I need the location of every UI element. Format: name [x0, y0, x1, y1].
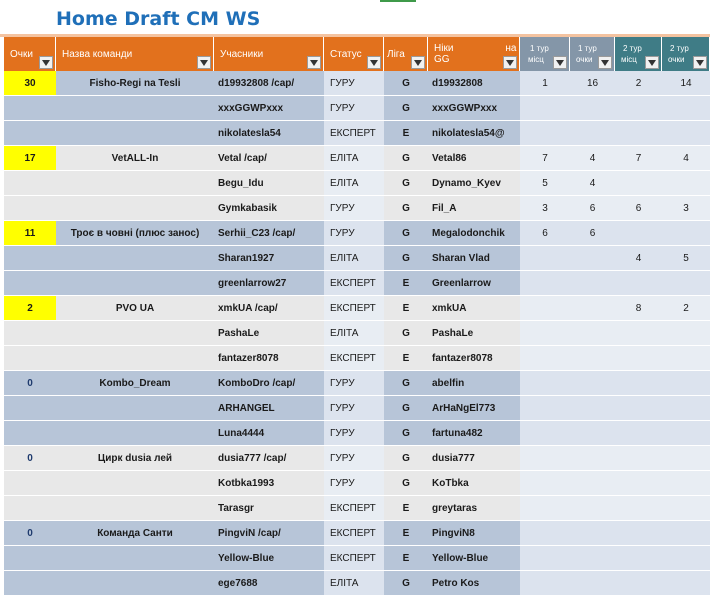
round1-place-cell[interactable]: [520, 496, 570, 521]
header-row: [2, 37, 710, 71]
team-name-cell[interactable]: [56, 196, 214, 221]
player-cell[interactable]: Begu_Idu: [214, 171, 324, 196]
round1-place-cell[interactable]: [520, 446, 570, 471]
round2-place-cell[interactable]: 2: [615, 71, 662, 96]
header-r1-place-a: 1 тур: [530, 44, 549, 53]
round2-points-cell[interactable]: [662, 496, 710, 521]
header-points-label: Очки: [10, 48, 33, 60]
points-cell[interactable]: [4, 96, 56, 121]
header-r2-place-b: місц: [621, 55, 637, 64]
round2-place-cell[interactable]: 6: [615, 196, 662, 221]
team-name-cell[interactable]: [56, 496, 214, 521]
page-title: Home Draft CM WS: [56, 8, 261, 30]
round2-points-cell[interactable]: 3: [662, 196, 710, 221]
table-body: [2, 71, 710, 596]
status-cell[interactable]: ГУРУ: [324, 446, 384, 471]
header-league: [384, 37, 428, 71]
round1-place-cell[interactable]: [520, 121, 570, 146]
player-cell[interactable]: Yellow-Blue: [214, 546, 324, 571]
round2-points-cell[interactable]: [662, 221, 710, 246]
table-row: [2, 71, 710, 96]
round2-place-cell[interactable]: [615, 96, 662, 121]
round1-points-cell[interactable]: [570, 496, 615, 521]
nick-cell[interactable]: d19932808: [428, 71, 520, 96]
round2-points-cell[interactable]: 2: [662, 296, 710, 321]
player-cell[interactable]: Sharan1927: [214, 246, 324, 271]
league-cell[interactable]: E: [384, 521, 428, 546]
table-row: [2, 421, 710, 446]
table-row: [2, 221, 710, 246]
points-cell[interactable]: [4, 321, 56, 346]
league-cell[interactable]: G: [384, 221, 428, 246]
player-cell[interactable]: d19932808 /cap/: [214, 71, 324, 96]
round1-place-cell[interactable]: [520, 371, 570, 396]
header-status: [324, 37, 384, 71]
league-cell[interactable]: E: [384, 496, 428, 521]
filter-dropdown-icon[interactable]: [645, 56, 659, 69]
table-row: [2, 496, 710, 521]
table-row: [2, 471, 710, 496]
status-cell[interactable]: ЕКСПЕРТ: [324, 121, 384, 146]
status-cell[interactable]: ЕЛІТА: [324, 171, 384, 196]
nick-cell[interactable]: Yellow-Blue: [428, 546, 520, 571]
player-cell[interactable]: Serhii_C23 /cap/: [214, 221, 324, 246]
table-row: [2, 271, 710, 296]
nick-cell[interactable]: Greenlarrow: [428, 271, 520, 296]
round2-points-cell[interactable]: [662, 346, 710, 371]
round1-points-cell[interactable]: [570, 246, 615, 271]
player-cell[interactable]: xxxGGWPxxx: [214, 96, 324, 121]
round2-points-cell[interactable]: 4: [662, 146, 710, 171]
round2-place-cell[interactable]: [615, 346, 662, 371]
team-name-cell[interactable]: Троє в човні (плюс занос): [56, 221, 214, 246]
status-cell[interactable]: ЕКСПЕРТ: [324, 271, 384, 296]
round1-points-cell[interactable]: [570, 121, 615, 146]
round1-place-cell[interactable]: 6: [520, 221, 570, 246]
round2-points-cell[interactable]: [662, 396, 710, 421]
player-cell[interactable]: Kotbka1993: [214, 471, 324, 496]
team-name-cell[interactable]: [56, 171, 214, 196]
league-cell[interactable]: G: [384, 396, 428, 421]
round1-points-cell[interactable]: [570, 271, 615, 296]
table-row: [2, 146, 710, 171]
table-row: [2, 371, 710, 396]
points-cell[interactable]: [4, 171, 56, 196]
league-cell[interactable]: G: [384, 171, 428, 196]
header-players: [214, 37, 324, 71]
header-r2-place-a: 2 тур: [623, 44, 642, 53]
round2-points-cell[interactable]: [662, 171, 710, 196]
team-name-cell[interactable]: [56, 471, 214, 496]
green-marker: [380, 0, 416, 2]
points-cell[interactable]: [4, 471, 56, 496]
round2-points-cell[interactable]: [662, 121, 710, 146]
nick-cell[interactable]: Dynamo_Kyev: [428, 171, 520, 196]
round1-points-cell[interactable]: 16: [570, 71, 615, 96]
round1-place-cell[interactable]: 5: [520, 171, 570, 196]
nick-cell[interactable]: Megalodonchik: [428, 221, 520, 246]
nick-cell[interactable]: ArHaNgEl773: [428, 396, 520, 421]
player-cell[interactable]: PashaLe: [214, 321, 324, 346]
points-cell[interactable]: [4, 396, 56, 421]
round2-place-cell[interactable]: 8: [615, 296, 662, 321]
round1-place-cell[interactable]: [520, 571, 570, 596]
round1-points-cell[interactable]: [570, 521, 615, 546]
table-row: [2, 446, 710, 471]
round2-place-cell[interactable]: 7: [615, 146, 662, 171]
status-cell[interactable]: ЕЛІТА: [324, 571, 384, 596]
points-cell[interactable]: [4, 571, 56, 596]
status-cell[interactable]: ГУРУ: [324, 371, 384, 396]
points-cell[interactable]: 0: [4, 521, 56, 546]
team-name-cell[interactable]: VetALL-In: [56, 146, 214, 171]
round2-points-cell[interactable]: [662, 521, 710, 546]
header-team-label: Назва команди: [62, 48, 133, 60]
round2-points-cell[interactable]: [662, 446, 710, 471]
filter-dropdown-icon[interactable]: [693, 56, 707, 69]
round2-place-cell[interactable]: [615, 496, 662, 521]
round1-points-cell[interactable]: [570, 321, 615, 346]
nick-cell[interactable]: PingviN8: [428, 521, 520, 546]
league-cell[interactable]: G: [384, 421, 428, 446]
player-cell[interactable]: KomboDro /cap/: [214, 371, 324, 396]
filter-dropdown-icon[interactable]: [39, 56, 53, 69]
league-cell[interactable]: E: [384, 546, 428, 571]
team-name-cell[interactable]: [56, 321, 214, 346]
header-team: [56, 37, 214, 71]
league-cell[interactable]: G: [384, 146, 428, 171]
league-cell[interactable]: G: [384, 71, 428, 96]
team-name-cell[interactable]: [56, 571, 214, 596]
round2-place-cell[interactable]: 4: [615, 246, 662, 271]
league-cell[interactable]: G: [384, 371, 428, 396]
nick-cell[interactable]: nikolatesla54@: [428, 121, 520, 146]
status-cell[interactable]: ГУРУ: [324, 71, 384, 96]
header-nicks-word: Ніки: [434, 43, 454, 54]
player-cell[interactable]: Vetal /cap/: [214, 146, 324, 171]
team-name-cell[interactable]: [56, 121, 214, 146]
header-status-label: Статус: [330, 48, 362, 60]
round1-points-cell[interactable]: [570, 96, 615, 121]
round1-place-cell[interactable]: [520, 521, 570, 546]
header-r2-place: [615, 37, 662, 71]
nick-cell[interactable]: Fil_A: [428, 196, 520, 221]
status-cell[interactable]: ГУРУ: [324, 221, 384, 246]
round1-points-cell[interactable]: [570, 346, 615, 371]
round1-place-cell[interactable]: [520, 296, 570, 321]
points-cell[interactable]: [4, 346, 56, 371]
status-cell[interactable]: ГУРУ: [324, 471, 384, 496]
player-cell[interactable]: Gymkabasik: [214, 196, 324, 221]
header-r1-points: [570, 37, 615, 71]
league-cell[interactable]: G: [384, 571, 428, 596]
team-name-cell[interactable]: [56, 96, 214, 121]
table-row: [2, 246, 710, 271]
round2-place-cell[interactable]: [615, 546, 662, 571]
round2-points-cell[interactable]: 14: [662, 71, 710, 96]
round2-place-cell[interactable]: [615, 321, 662, 346]
round1-points-cell[interactable]: [570, 471, 615, 496]
nick-cell[interactable]: Petro Kos: [428, 571, 520, 596]
player-cell[interactable]: nikolatesla54: [214, 121, 324, 146]
round2-points-cell[interactable]: [662, 321, 710, 346]
header-points: [4, 37, 56, 71]
filter-dropdown-icon[interactable]: [553, 56, 567, 69]
status-cell[interactable]: ГУРУ: [324, 96, 384, 121]
header-r2-points-b: очки: [668, 55, 685, 64]
round1-place-cell[interactable]: [520, 346, 570, 371]
header-league-label: Ліга: [387, 48, 405, 60]
status-cell[interactable]: ЕКСПЕРТ: [324, 296, 384, 321]
round2-place-cell[interactable]: [615, 446, 662, 471]
round1-points-cell[interactable]: 6: [570, 196, 615, 221]
points-cell[interactable]: [4, 546, 56, 571]
round2-place-cell[interactable]: [615, 571, 662, 596]
points-cell[interactable]: 0: [4, 446, 56, 471]
round1-points-cell[interactable]: [570, 546, 615, 571]
league-cell[interactable]: G: [384, 471, 428, 496]
header-r1-points-a: 1 тур: [578, 44, 597, 53]
round2-points-cell[interactable]: [662, 371, 710, 396]
league-cell[interactable]: G: [384, 96, 428, 121]
player-cell[interactable]: xmkUA /cap/: [214, 296, 324, 321]
round2-place-cell[interactable]: [615, 221, 662, 246]
table-row: [2, 296, 710, 321]
round1-place-cell[interactable]: [520, 246, 570, 271]
round2-points-cell[interactable]: [662, 546, 710, 571]
round1-points-cell[interactable]: [570, 296, 615, 321]
nick-cell[interactable]: Sharan Vlad: [428, 246, 520, 271]
nick-cell[interactable]: abelfin: [428, 371, 520, 396]
table-row: [2, 396, 710, 421]
round1-place-cell[interactable]: [520, 96, 570, 121]
round1-points-cell[interactable]: [570, 571, 615, 596]
header-nicks-gg: GG: [434, 54, 450, 65]
round1-points-cell[interactable]: 4: [570, 146, 615, 171]
header-nicks: [428, 37, 520, 71]
league-cell[interactable]: E: [384, 271, 428, 296]
points-cell[interactable]: 2: [4, 296, 56, 321]
header-players-label: Учасники: [220, 48, 264, 60]
team-name-cell[interactable]: Команда Санти: [56, 521, 214, 546]
header-r2-points: [662, 37, 710, 71]
round2-points-cell[interactable]: [662, 96, 710, 121]
round2-place-cell[interactable]: [615, 271, 662, 296]
standings-table: [2, 37, 710, 596]
header-nicks-label: [428, 43, 517, 54]
league-cell[interactable]: G: [384, 196, 428, 221]
nick-cell[interactable]: fantazer8078: [428, 346, 520, 371]
points-cell[interactable]: 17: [4, 146, 56, 171]
status-cell[interactable]: ГУРУ: [324, 196, 384, 221]
player-cell[interactable]: Luna4444: [214, 421, 324, 446]
status-cell[interactable]: ГУРУ: [324, 421, 384, 446]
filter-dropdown-icon[interactable]: [598, 56, 612, 69]
status-cell[interactable]: ГУРУ: [324, 396, 384, 421]
league-cell[interactable]: E: [384, 296, 428, 321]
round1-place-cell[interactable]: [520, 271, 570, 296]
round2-points-cell[interactable]: [662, 471, 710, 496]
round1-points-cell[interactable]: [570, 396, 615, 421]
round2-place-cell[interactable]: [615, 421, 662, 446]
team-name-cell[interactable]: Fisho-Regi na Tesli: [56, 71, 214, 96]
header-r1-points-b: очки: [576, 55, 593, 64]
team-name-cell[interactable]: [56, 421, 214, 446]
round1-points-cell[interactable]: 4: [570, 171, 615, 196]
nick-cell[interactable]: greytaras: [428, 496, 520, 521]
nick-cell[interactable]: dusia777: [428, 446, 520, 471]
team-name-cell[interactable]: [56, 246, 214, 271]
round1-place-cell[interactable]: 7: [520, 146, 570, 171]
nick-cell[interactable]: fartuna482: [428, 421, 520, 446]
points-cell[interactable]: [4, 246, 56, 271]
round2-points-cell[interactable]: [662, 421, 710, 446]
round2-place-cell[interactable]: [615, 396, 662, 421]
player-cell[interactable]: PingviN /cap/: [214, 521, 324, 546]
status-cell[interactable]: ЕКСПЕРТ: [324, 521, 384, 546]
status-cell[interactable]: ЕКСПЕРТ: [324, 496, 384, 521]
team-name-cell[interactable]: Цирк dusia лей: [56, 446, 214, 471]
header-nicks-on: на: [505, 43, 517, 54]
round1-place-cell[interactable]: [520, 321, 570, 346]
table-row: [2, 521, 710, 546]
status-cell[interactable]: ЕЛІТА: [324, 246, 384, 271]
header-r1-place-b: місц: [528, 55, 544, 64]
status-cell[interactable]: ЕЛІТА: [324, 321, 384, 346]
points-cell[interactable]: [4, 271, 56, 296]
player-cell[interactable]: dusia777 /cap/: [214, 446, 324, 471]
round2-place-cell[interactable]: [615, 371, 662, 396]
nick-cell[interactable]: Vetal86: [428, 146, 520, 171]
table-row: [2, 321, 710, 346]
status-cell[interactable]: ЕКСПЕРТ: [324, 346, 384, 371]
league-cell[interactable]: E: [384, 121, 428, 146]
player-cell[interactable]: fantazer8078: [214, 346, 324, 371]
round2-place-cell[interactable]: [615, 171, 662, 196]
round1-place-cell[interactable]: [520, 396, 570, 421]
player-cell[interactable]: Tarasgr: [214, 496, 324, 521]
round2-points-cell[interactable]: 5: [662, 246, 710, 271]
nick-cell[interactable]: KoTbka: [428, 471, 520, 496]
team-name-cell[interactable]: PVO UA: [56, 296, 214, 321]
round2-points-cell[interactable]: [662, 271, 710, 296]
points-cell[interactable]: 30: [4, 71, 56, 96]
round2-place-cell[interactable]: [615, 521, 662, 546]
table-row: [2, 121, 710, 146]
round1-points-cell[interactable]: 6: [570, 221, 615, 246]
table-row: [2, 546, 710, 571]
table-row: [2, 346, 710, 371]
round1-place-cell[interactable]: [520, 546, 570, 571]
round1-place-cell[interactable]: 1: [520, 71, 570, 96]
team-name-cell[interactable]: [56, 546, 214, 571]
points-cell[interactable]: [4, 121, 56, 146]
filter-dropdown-icon[interactable]: [503, 56, 517, 69]
points-cell[interactable]: 11: [4, 221, 56, 246]
header-r1-place: [520, 37, 570, 71]
round1-place-cell[interactable]: 3: [520, 196, 570, 221]
table-row: [2, 96, 710, 121]
round1-place-cell[interactable]: [520, 421, 570, 446]
round1-points-cell[interactable]: [570, 421, 615, 446]
player-cell[interactable]: ARHANGEL: [214, 396, 324, 421]
team-name-cell[interactable]: [56, 346, 214, 371]
round1-place-cell[interactable]: [520, 471, 570, 496]
points-cell[interactable]: 0: [4, 371, 56, 396]
filter-dropdown-icon[interactable]: [307, 56, 321, 69]
team-name-cell[interactable]: [56, 271, 214, 296]
round1-points-cell[interactable]: [570, 371, 615, 396]
filter-dropdown-icon[interactable]: [411, 56, 425, 69]
round1-points-cell[interactable]: [570, 446, 615, 471]
header-r2-points-a: 2 тур: [670, 44, 689, 53]
status-cell[interactable]: ЕЛІТА: [324, 146, 384, 171]
nick-cell[interactable]: xxxGGWPxxx: [428, 96, 520, 121]
team-name-cell[interactable]: Kombo_Dream: [56, 371, 214, 396]
status-cell[interactable]: ЕКСПЕРТ: [324, 546, 384, 571]
points-cell[interactable]: [4, 196, 56, 221]
player-cell[interactable]: greenlarrow27: [214, 271, 324, 296]
points-cell[interactable]: [4, 421, 56, 446]
team-name-cell[interactable]: [56, 396, 214, 421]
league-cell[interactable]: E: [384, 346, 428, 371]
filter-dropdown-icon[interactable]: [367, 56, 381, 69]
player-cell[interactable]: ege7688: [214, 571, 324, 596]
nick-cell[interactable]: PashaLe: [428, 321, 520, 346]
round2-place-cell[interactable]: [615, 471, 662, 496]
table-row: [2, 571, 710, 596]
league-cell[interactable]: G: [384, 446, 428, 471]
points-cell[interactable]: [4, 496, 56, 521]
round2-points-cell[interactable]: [662, 571, 710, 596]
league-cell[interactable]: G: [384, 321, 428, 346]
table-row: [2, 171, 710, 196]
filter-dropdown-icon[interactable]: [197, 56, 211, 69]
table-row: [2, 196, 710, 221]
round2-place-cell[interactable]: [615, 121, 662, 146]
league-cell[interactable]: G: [384, 246, 428, 271]
nick-cell[interactable]: xmkUA: [428, 296, 520, 321]
